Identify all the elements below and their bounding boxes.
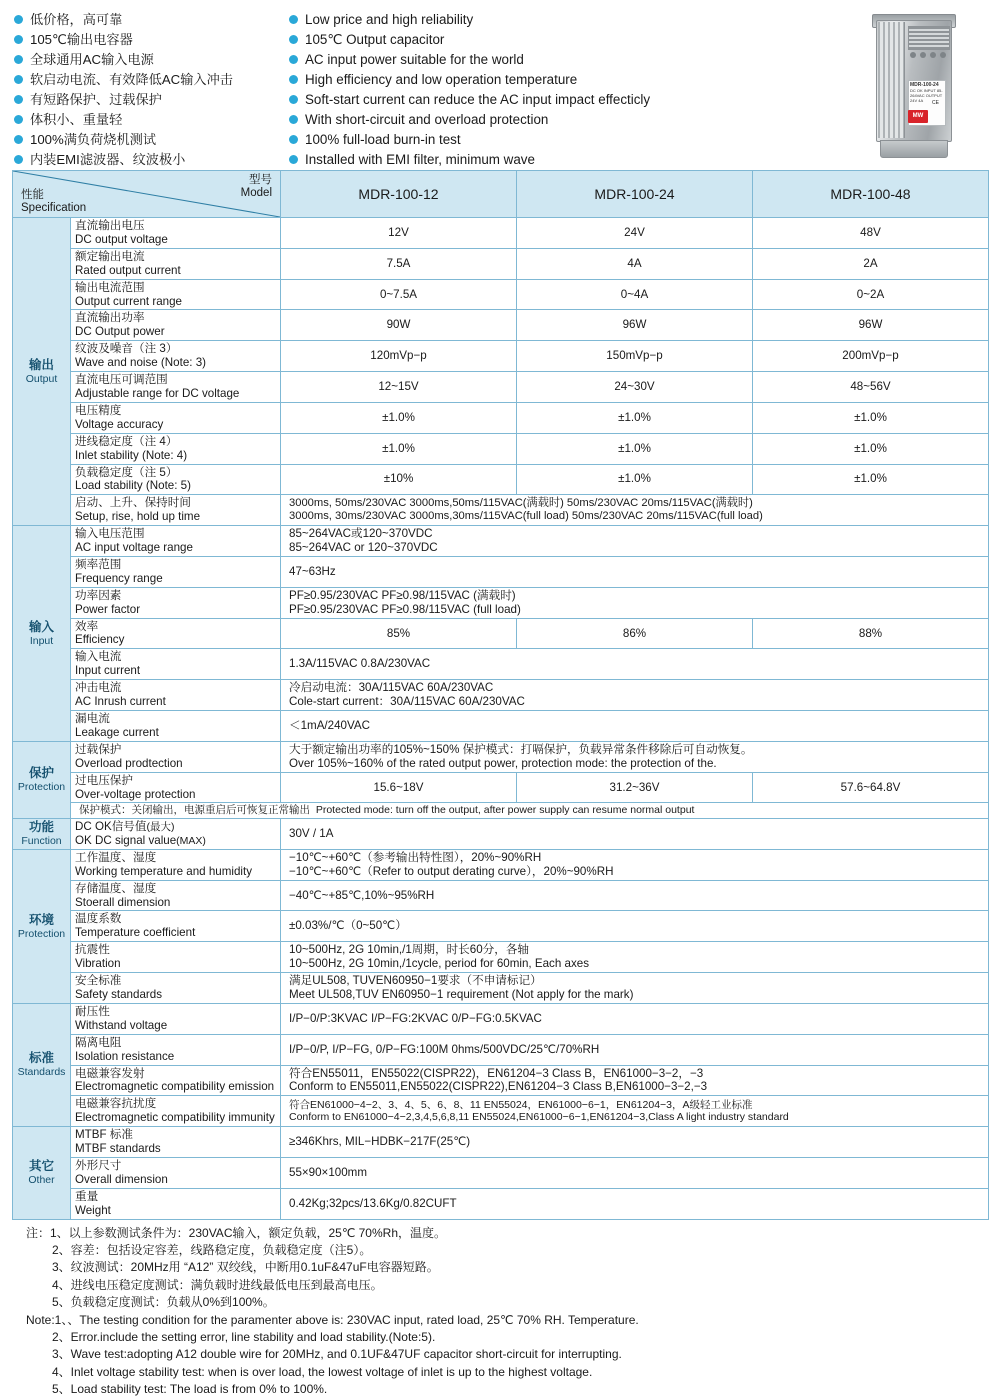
cell-value: 85~264VAC或120~370VDC 85~264VAC or 120~370VDC [281, 526, 989, 557]
cell-value: PF≥0.95/230VAC PF≥0.98/115VAC (满载时) PF≥0.95/230VAC PF≥0.98/115VAC (full load) [281, 587, 989, 618]
cell-value: ±1.0% [517, 464, 753, 495]
table-row [13, 1188, 989, 1219]
specification-table [12, 170, 989, 1220]
cell-value: ±1.0% [753, 464, 989, 495]
product-photo [717, 10, 988, 160]
cell-value: 0~2A [753, 279, 989, 310]
section-other: 其它 Other [13, 1127, 71, 1219]
feature-item [287, 70, 717, 90]
table-row [13, 849, 989, 880]
feature-item [12, 150, 287, 170]
model-column-2: MDR-100-24 [517, 171, 753, 218]
cell-value: 57.6~64.8V [753, 772, 989, 803]
cell-value: 47~63Hz [281, 556, 989, 587]
bullet-icon [14, 95, 23, 104]
param-voltage-accuracy: 电压精度 Voltage accuracy [71, 402, 281, 433]
table-row [13, 218, 989, 249]
param-overall-dimension: 外形尺寸 Overall dimension [71, 1157, 281, 1188]
cell-value: 7.5A [281, 248, 517, 279]
features-english-column [287, 10, 717, 170]
table-row [13, 711, 989, 742]
feature-item [287, 130, 717, 150]
section-standards: 标准 Standards [13, 1003, 71, 1126]
bullet-icon [14, 115, 23, 124]
cell-value: 88% [753, 618, 989, 649]
cell-value: ±1.0% [517, 433, 753, 464]
cell-value: 3000ms, 50ms/230VAC 3000ms,50ms/115VAC(满载时) 50ms/230VAC 20ms/115VAC(满载时) 3000ms, 30ms/230VAC 3000ms,30ms/115VAC(full load) 50ms/230VAC 20ms/115VAC(full load) [281, 495, 989, 526]
feature-item [12, 50, 287, 70]
table-row [13, 341, 989, 372]
param-dc-output-power: 直流输出功率 DC Output power [71, 310, 281, 341]
table-row [13, 279, 989, 310]
cell-value: ±1.0% [753, 433, 989, 464]
table-row [13, 1065, 989, 1096]
cell-value: 24V [517, 218, 753, 249]
param-isolation-resistance: 隔离电阻 Isolation resistance [71, 1034, 281, 1065]
cell-value-overvoltage-note: 保护模式：关闭输出，电源重启后可恢复正常输出 Protected mode: turn off the output, after power supply can resume normal output [71, 803, 989, 819]
param-storage-temperature: 存储温度、湿度 Stoerall dimension [71, 880, 281, 911]
table-row [13, 1157, 989, 1188]
table-row [13, 1034, 989, 1065]
note-line: 2、容差：包括设定容差，线路稳定度，负载稳定度（注5）。 [52, 1242, 372, 1257]
cell-value: ≥346Khrs, MIL−HDBK−217F(25℃) [281, 1127, 989, 1158]
feature-label: Soft-start current can reduce the AC input impact effecticly [305, 92, 651, 107]
bullet-icon [289, 95, 298, 104]
note-line: 4、Inlet voltage stability test: when is over load, the lowest voltage of inlet is up to the highest voltage. [52, 1364, 593, 1379]
cell-value: 符合EN55011，EN55022(CISPR22)，EN61204−3 Class B，EN61000−3−2，−3 Conform to EN55011,EN55022(CISPR22),EN61204−3 Class B,EN61000−3−2,−3 [281, 1065, 989, 1096]
section-output: 输出 Output [13, 218, 71, 526]
bullet-icon [289, 115, 298, 124]
cell-value: 12~15V [281, 372, 517, 403]
param-withstand-voltage: 耐压性 Withstand voltage [71, 1003, 281, 1034]
header-spec-model-cell [13, 171, 281, 218]
note-line: 5、负载稳定度测试：负载从0%到100%。 [52, 1295, 275, 1310]
table-row [13, 587, 989, 618]
param-working-temperature: 工作温度、湿度 Working temperature and humidity [71, 849, 281, 880]
cell-value: 符合EN61000−4−2、3、4、5、6、8、11 EN55024，EN61000−6−1，EN61204−3，A级轻工业标准 Conform to EN61000−4−2,3,4,5,6,8,11 EN55024,EN61000−6−1,EN61204−3,Class A light industry standard [281, 1096, 989, 1127]
table-row [13, 803, 989, 819]
cell-value: 86% [517, 618, 753, 649]
cell-value: 0~4A [517, 279, 753, 310]
feature-label: With short-circuit and overload protection [305, 112, 549, 127]
bullet-icon [289, 135, 298, 144]
bullet-icon [14, 15, 23, 24]
table-row [13, 772, 989, 803]
cell-value: 48~56V [753, 372, 989, 403]
cell-value: 15.6~18V [281, 772, 517, 803]
cell-value: I/P−0/P:3KVAC I/P−FG:2KVAC 0/P−FG:0.5KVAC [281, 1003, 989, 1034]
feature-item [287, 110, 717, 130]
cell-value: ±1.0% [281, 402, 517, 433]
note-line: 4、进线电压稳定度测试：满负载时进线最低电压到最高电压。 [52, 1277, 383, 1292]
header-model-label: 型号 Model [240, 174, 272, 200]
din-rail-power-supply-image [862, 10, 972, 160]
param-adjustable-range: 直流电压可调范围 Adjustable range for DC voltage [71, 372, 281, 403]
cell-value: ±1.0% [517, 402, 753, 433]
table-row [13, 819, 989, 850]
table-row [13, 880, 989, 911]
cell-value: 96W [517, 310, 753, 341]
feature-label: 有短路保护、过载保护 [30, 92, 162, 107]
feature-item [287, 90, 717, 110]
cell-value: 120mVp−p [281, 341, 517, 372]
param-leakage-current: 漏电流 Leakage current [71, 711, 281, 742]
param-emc-emission: 电磁兼容发射 Electromagnetic compatibility emission [71, 1065, 281, 1096]
bullet-icon [289, 15, 298, 24]
cell-value: ±0.03%/℃（0~50℃） [281, 911, 989, 942]
feature-item [12, 10, 287, 30]
table-row [13, 556, 989, 587]
cell-value: 24~30V [517, 372, 753, 403]
cell-value: 12V [281, 218, 517, 249]
feature-item [12, 130, 287, 150]
param-weight: 重量 Weight [71, 1188, 281, 1219]
bullet-icon [14, 135, 23, 144]
param-dc-ok-signal: DC OK信号值(最大) OK DC signal value(MAX) [71, 819, 281, 850]
cell-value: 48V [753, 218, 989, 249]
param-ac-input-voltage-range: 输入电压范围 AC input voltage range [71, 526, 281, 557]
bullet-icon [289, 155, 298, 164]
model-column-3: MDR-100-48 [753, 171, 989, 218]
note-line: 注：1、以上参数测试条件为：230VAC输入，额定负载，25℃ 70%Rh，温度。 [26, 1225, 446, 1240]
feature-label: 低价格，高可靠 [30, 12, 123, 27]
table-row [13, 1003, 989, 1034]
cell-value: I/P−0/P, I/P−FG, 0/P−FG:100M 0hms/500VDC/25℃/70%RH [281, 1034, 989, 1065]
section-function: 功能 Function [13, 819, 71, 850]
bullet-icon [14, 55, 23, 64]
feature-item [12, 30, 287, 50]
product-din-clip [880, 140, 948, 158]
feature-item [287, 30, 717, 50]
feature-label: 105℃输出电容器 [30, 32, 133, 47]
feature-label: 软启动电流、有效降低AC输入冲击 [30, 72, 233, 87]
cell-value: 0.42Kg;32pcs/13.6Kg/0.82CUFT [281, 1188, 989, 1219]
table-row [13, 372, 989, 403]
feature-label: 100%满负荷烧机测试 [30, 132, 157, 147]
param-over-voltage-protection: 过电压保护 Over-voltage protection [71, 772, 281, 803]
cell-value: ±10% [281, 464, 517, 495]
section-protection: 保护 Protection [13, 741, 71, 818]
cell-value: 96W [753, 310, 989, 341]
feature-label: 体积小、重量轻 [30, 112, 123, 127]
feature-item [287, 150, 717, 170]
table-row [13, 973, 989, 1004]
feature-label: 内装EMI滤波器、纹波极小 [30, 152, 186, 167]
cell-value: 31.2~36V [517, 772, 753, 803]
table-row [13, 942, 989, 973]
product-label-model: MDR-100-24 [910, 82, 939, 88]
param-wave-and-noise: 纹波及噪音（注 3） Wave and noise (Note: 3) [71, 341, 281, 372]
product-vents [908, 26, 950, 50]
param-dc-output-voltage: 直流输出电压 DC output voltage [71, 218, 281, 249]
param-mtbf: MTBF 标准 MTBF standards [71, 1127, 281, 1158]
table-row [13, 741, 989, 772]
feature-item [287, 10, 717, 30]
note-line: 5、Load stability test: The load is from 0% to 100%. [52, 1382, 328, 1397]
features-chinese-column [12, 10, 287, 170]
param-overload-protection: 过载保护 Overload prodtection [71, 741, 281, 772]
cell-value: ±1.0% [281, 433, 517, 464]
bullet-icon [14, 75, 23, 84]
cell-value: 1.3A/115VAC 0.8A/230VAC [281, 649, 989, 680]
cell-value: ＜1mA/240VAC [281, 711, 989, 742]
feature-label: High efficiency and low operation temperature [305, 72, 578, 87]
feature-label: 全球通用AC输入电源 [30, 52, 154, 67]
param-input-current: 输入电流 Input current [71, 649, 281, 680]
table-row [13, 248, 989, 279]
bullet-icon [14, 155, 23, 164]
cell-value: −40℃~+85℃,10%~95%RH [281, 880, 989, 911]
table-row [13, 649, 989, 680]
product-label-text: DC OK INPUT 85-264VAC OUTPUT 24V 4A [910, 88, 943, 104]
cell-value: 4A [517, 248, 753, 279]
model-column-1: MDR-100-12 [281, 171, 517, 218]
cell-value: −10℃~+60℃（参考输出特性图），20%~90%RH −10℃~+60℃（Refer to output derating curve），20%~90%RH [281, 849, 989, 880]
ce-mark-icon: CE [932, 100, 939, 106]
bullet-icon [14, 35, 23, 44]
product-heatsink-fins [878, 22, 905, 138]
param-power-factor: 功率因素 Power factor [71, 587, 281, 618]
cell-value: 10~500Hz, 2G 10min,/1周期，时长60分，各轴 10~500Hz, 2G 10min,/1cycle, period for 60min, Each axes [281, 942, 989, 973]
table-row [13, 495, 989, 526]
table-row [13, 433, 989, 464]
cell-value: 2A [753, 248, 989, 279]
param-ac-inrush-current: 冲击电流 AC Inrush current [71, 680, 281, 711]
feature-label: 105℃ Output capacitor [305, 32, 445, 47]
param-load-stability: 负载稳定度（注 5） Load stability (Note: 5) [71, 464, 281, 495]
table-header-row [13, 171, 989, 218]
feature-label: AC input power suitable for the world [305, 52, 524, 67]
section-input: 输入 Input [13, 526, 71, 742]
param-rated-output-current: 额定输出电流 Rated output current [71, 248, 281, 279]
header-spec-label: 性能 Specification [21, 188, 87, 214]
feature-label: 100% full-load burn-in test [305, 132, 461, 147]
notes-section [12, 1225, 988, 1399]
cell-value: 90W [281, 310, 517, 341]
param-emc-immunity: 电磁兼容抗扰度 Electromagnetic compatibility immunity [71, 1096, 281, 1127]
cell-value: 大于额定输出功率的105%~150% 保护模式：打嗝保护，负载异常条件移除后可自动恢复。 Over 105%~160% of the rated output power, protection mode: the protection of the. [281, 741, 989, 772]
param-efficiency: 效率 Efficiency [71, 618, 281, 649]
cell-value: 30V / 1A [281, 819, 989, 850]
brand-logo: MW [908, 110, 928, 123]
bullet-icon [289, 75, 298, 84]
note-line: 3、纹波测试：20MHz用 “A12” 双绞线，中断用0.1uF&47uF电容器短路。 [52, 1260, 439, 1275]
feature-item [12, 90, 287, 110]
table-row [13, 402, 989, 433]
table-row [13, 680, 989, 711]
bullet-icon [289, 55, 298, 64]
cell-value: 150mVp−p [517, 341, 753, 372]
bullet-icon [289, 35, 298, 44]
table-row [13, 1096, 989, 1127]
feature-item [12, 70, 287, 90]
param-inlet-stability: 进线稳定度（注 4） Inlet stability (Note: 4) [71, 433, 281, 464]
cell-value: 55×90×100mm [281, 1157, 989, 1188]
cell-value: ±1.0% [753, 402, 989, 433]
table-row [13, 911, 989, 942]
feature-item [12, 110, 287, 130]
note-line: 2、Error.include the setting error, line stability and load stability.(Note:5). [52, 1329, 436, 1344]
note-line: 3、Wave test:adopting A12 double wire for 20MHz, and 0.1UF&47UF capacitor short-circuit for interrupting. [52, 1347, 622, 1362]
param-temperature-coefficient: 温度系数 Temperature coefficient [71, 911, 281, 942]
param-frequency-range: 频率范围 Frequency range [71, 556, 281, 587]
param-vibration: 抗震性 Vibration [71, 942, 281, 973]
table-row [13, 464, 989, 495]
feature-item [287, 50, 717, 70]
param-safety-standards: 安全标准 Safety standards [71, 973, 281, 1004]
param-output-current-range: 输出电流范围 Output current range [71, 279, 281, 310]
table-row [13, 618, 989, 649]
note-line: Note:1、、The testing condition for the paramenter above is: 230VAC input, rated load, 25℃ 70% RH. Temperature. [26, 1312, 639, 1327]
cell-value: 满足UL508, TUVEN60950−1要求（不申请标记） Meet UL508,TUV EN60950−1 requirement (Not apply for the mark) [281, 973, 989, 1004]
cell-value: 85% [281, 618, 517, 649]
feature-label: Installed with EMI filter, minimum wave [305, 152, 535, 167]
section-environment: 环境 Protection [13, 849, 71, 1003]
param-setup-rise-hold-time: 启动、上升、保持时间 Setup, rise, hold up time [71, 495, 281, 526]
table-row [13, 1127, 989, 1158]
cell-value: 200mVp−p [753, 341, 989, 372]
cell-value: 0~7.5A [281, 279, 517, 310]
feature-label: Low price and high reliability [305, 12, 474, 27]
table-row [13, 526, 989, 557]
features-section [12, 10, 988, 170]
table-row [13, 310, 989, 341]
product-terminal-screws [910, 52, 946, 62]
cell-value: 冷启动电流：30A/115VAC 60A/230VAC Cole-start current：30A/115VAC 60A/230VAC [281, 680, 989, 711]
